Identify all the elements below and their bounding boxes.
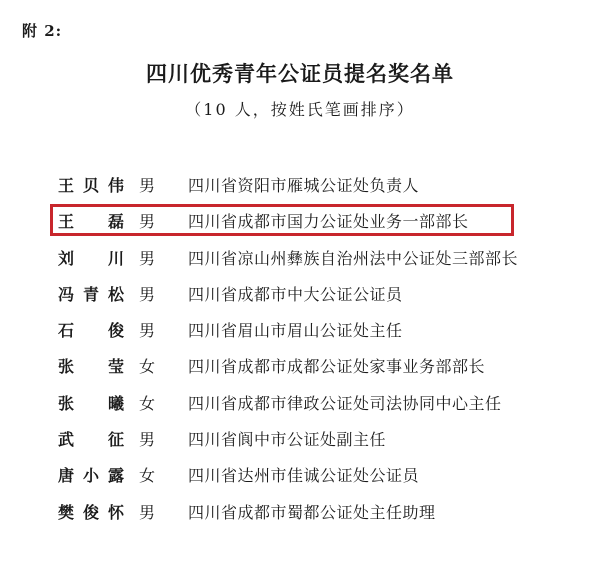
list-row — [0, 315, 600, 351]
appendix-label: 附 2: — [22, 22, 63, 40]
nominee-gender: 女 — [139, 393, 156, 413]
nominee-position: 四川省眉山市眉山公证处主任 — [188, 321, 403, 341]
nominee-position: 四川省成都市律政公证处司法协同中心主任 — [188, 393, 502, 413]
nominee-position: 四川省成都市国力公证处业务一部部长 — [188, 212, 469, 232]
nominee-position: 四川省成都市中大公证公证员 — [188, 284, 403, 304]
nominee-gender: 男 — [139, 502, 156, 522]
nominee-gender: 男 — [139, 248, 156, 268]
nominee-name: 张莹 — [58, 357, 124, 377]
nominee-gender: 女 — [139, 357, 156, 377]
nominee-position: 四川省凉山州彝族自治州法中公证处三部部长 — [188, 248, 519, 268]
nominee-gender: 男 — [139, 212, 156, 232]
nominee-name: 唐小露 — [58, 466, 124, 486]
nominee-name: 石俊 — [58, 321, 124, 341]
nominee-name: 冯青松 — [58, 284, 124, 304]
nominee-gender: 男 — [139, 321, 156, 341]
list-row — [0, 243, 600, 279]
nominee-position: 四川省资阳市雁城公证处负责人 — [188, 176, 420, 195]
nominee-position: 四川省达州市佳诚公证处公证员 — [188, 466, 420, 486]
nominee-name: 王贝伟 — [58, 176, 124, 195]
list-row — [0, 351, 600, 387]
nominee-gender: 男 — [139, 430, 156, 450]
list-row — [0, 388, 600, 424]
list-row — [0, 497, 600, 533]
nominee-name: 刘川 — [58, 248, 124, 268]
nominee-position: 四川省成都市成都公证处家事业务部部长 — [188, 357, 486, 377]
nominee-name: 武征 — [58, 430, 124, 450]
nominee-position: 四川省阆中市公证处副主任 — [188, 430, 387, 450]
nominee-gender: 男 — [139, 284, 156, 304]
list-row — [0, 170, 600, 206]
nominee-gender: 女 — [139, 466, 156, 486]
document-subtitle: （10 人，按姓氏笔画排序） — [185, 100, 415, 119]
nominee-position: 四川省成都市蜀都公证处主任助理 — [188, 502, 436, 522]
list-row — [0, 424, 600, 460]
list-row — [0, 279, 600, 315]
highlight-box — [50, 204, 514, 236]
nominee-gender: 男 — [139, 176, 156, 195]
nominee-name: 樊俊怀 — [58, 502, 124, 522]
nominee-name: 王磊 — [58, 212, 124, 232]
nominee-name: 张曦 — [58, 393, 124, 413]
document-title: 四川优秀青年公证员提名奖名单 — [146, 61, 454, 86]
list-row — [0, 460, 600, 496]
